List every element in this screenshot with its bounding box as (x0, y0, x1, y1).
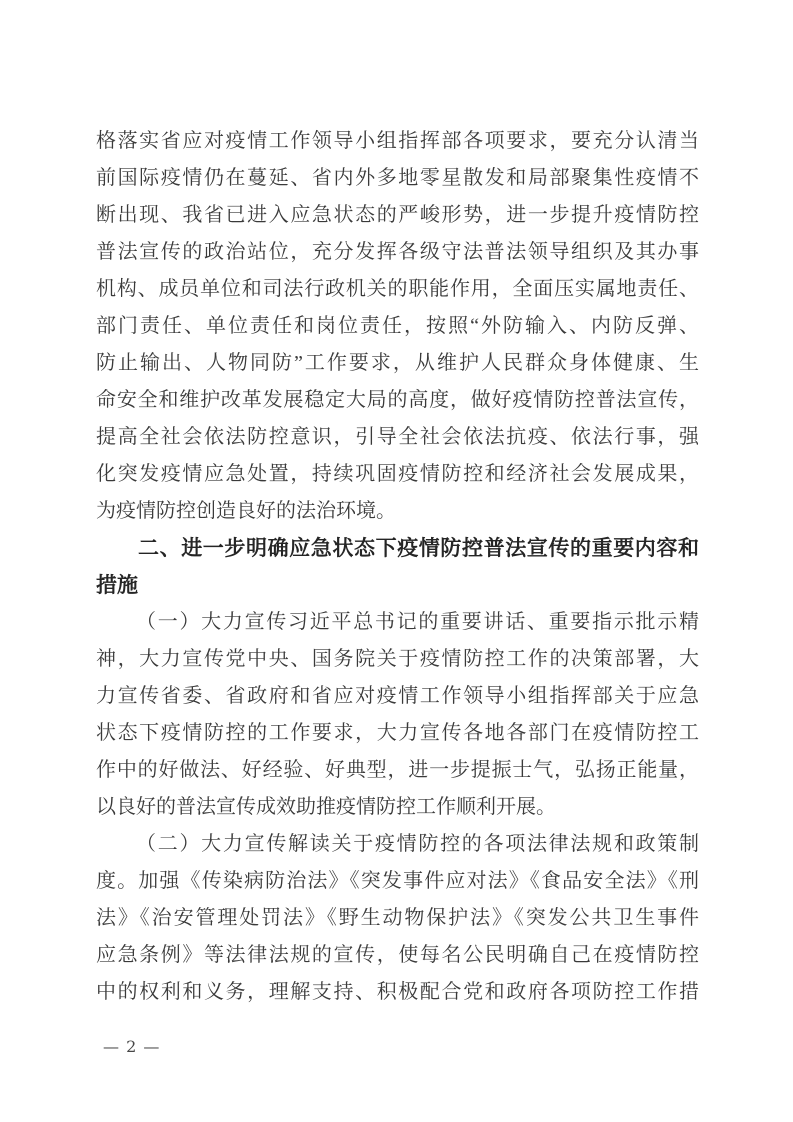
text-line: （二）大力宣传解读关于疫情防控的各项法律法规和政策制 (136, 833, 699, 855)
paragraph-item-2 (96, 826, 699, 1011)
text-line: 提高全社会依法防控意识，引导全社会依法抗疫、依法行事，强 (96, 426, 699, 448)
text-line: 部门责任、单位责任和岗位责任，按照“外防输入、内防反弹、 (96, 315, 699, 337)
text-line: 为疫情防控创造良好的法治环境。 (96, 500, 396, 522)
text-line: 前国际疫情仍在蔓延、省内外多地零星散发和局部聚集性疫情不 (96, 167, 699, 189)
paragraph-continuation (96, 123, 699, 530)
text-line: （一）大力宣传习近平总书记的重要讲话、重要指示批示精 (136, 611, 699, 633)
text-line: 应急条例》等法律法规的宣传，使每名公民明确自己在疫情防控 (96, 944, 699, 966)
text-line: 以良好的普法宣传成效助推疫情防控工作顺利开展。 (96, 796, 556, 818)
text-line: 普法宣传的政治站位，充分发挥各级守法普法领导组织及其办事 (96, 241, 699, 263)
paragraph-item-1 (96, 604, 699, 826)
text-line: 力宣传省委、省政府和省应对疫情工作领导小组指挥部关于应急 (96, 685, 699, 707)
text-line: 状态下疫情防控的工作要求，大力宣传各地各部门在疫情防控工 (96, 722, 699, 744)
text-line: 命安全和维护改革发展稳定大局的高度，做好疫情防控普法宣传， (96, 389, 699, 411)
document-body (96, 123, 699, 1011)
text-line: 法》《治安管理处罚法》《野生动物保护法》《突发公共卫生事件 (96, 907, 699, 929)
page-number: — 2 — (103, 1037, 161, 1056)
text-line: 化突发疫情应急处置，持续巩固疫情防控和经济社会发展成果， (96, 463, 699, 485)
text-line: 断出现、我省已进入应急状态的严峻形势，进一步提升疫情防控 (96, 204, 699, 226)
text-line: 格落实省应对疫情工作领导小组指挥部各项要求，要充分认清当 (96, 130, 699, 152)
text-line: 机构、成员单位和司法行政机关的职能作用，全面压实属地责任、 (96, 278, 699, 300)
text-line: 防止输出、人物同防”工作要求，从维护人民群众身体健康、生 (96, 352, 699, 374)
section-heading-line: 二、进一步明确应急状态下疫情防控普法宣传的重要内容和 (138, 537, 699, 560)
text-line: 度。加强《传染病防治法》《突发事件应对法》《食品安全法》《刑 (96, 870, 699, 892)
text-line: 作中的好做法、好经验、好典型，进一步提振士气，弘扬正能量， (96, 759, 699, 781)
section-heading-line: 措施 (96, 574, 138, 597)
section-heading (96, 530, 699, 604)
text-line: 中的权利和义务，理解支持、积极配合党和政府各项防控工作措 (96, 981, 699, 1003)
text-line: 神，大力宣传党中央、国务院关于疫情防控工作的决策部署，大 (96, 648, 699, 670)
